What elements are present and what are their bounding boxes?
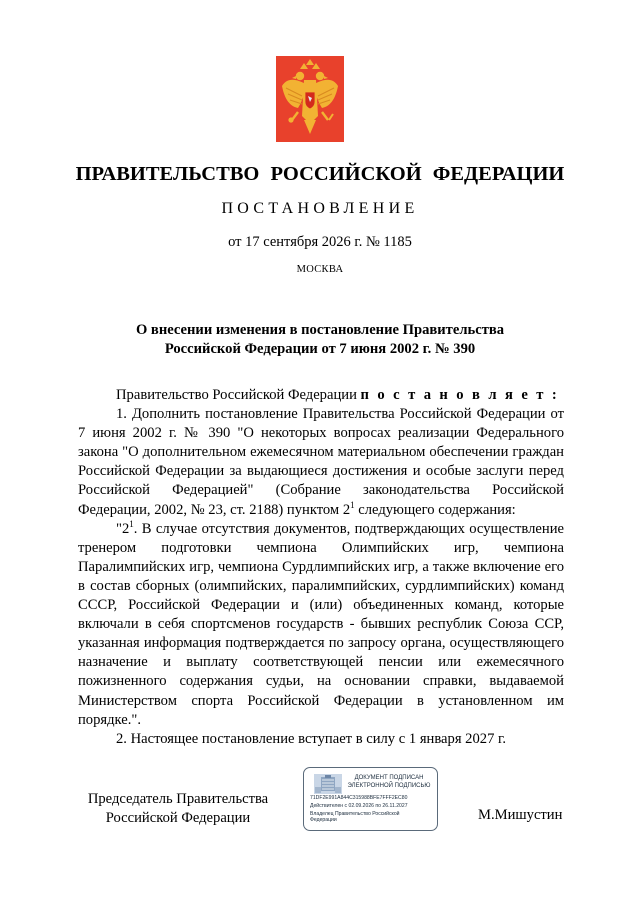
signatory-position bbox=[78, 790, 278, 828]
document-subject bbox=[60, 321, 580, 359]
quote-text: . В случае отсутствия документов, подтверждающих осуществление тренером подготовки чемпиона Олимпийских игр, чемпиона Паралимпийских игр, чемпиона Сурдлимпийских игр, а также включение его в состав сборных (олимпийских, паралимпийских, сурдлимпийских) команд СССР, Российской Федерации и (или) объединенных команд, которые включали в себя спортсменов государств - бывших республик Союза ССР, указанная информация подтверждается по запросу органа, осуществляющего назначение и выплату соответствующей пенсии или ежемесячного пожизненного содержания судьи, на основании справки, выдаваемой Министерством спорта Российской Федерации в установленном им порядке.". bbox=[78, 520, 564, 728]
decree-intro bbox=[78, 386, 564, 405]
coat-of-arms-emblem bbox=[276, 56, 344, 142]
stamp-owner-line-1: Владелец Правительство Российской bbox=[310, 811, 400, 817]
quote-open: "2 bbox=[116, 520, 130, 537]
electronic-signature-stamp bbox=[303, 767, 438, 831]
russian-coat-of-arms-icon bbox=[276, 56, 344, 142]
stamp-validity: Действителен с 02.09.2026 по 26.11.2027 bbox=[310, 803, 408, 809]
subject-line-2: Российской Федерации от 7 июня 2002 г. № 390 bbox=[164, 341, 476, 357]
item-1-superscript: 1 bbox=[350, 499, 355, 510]
item-1 bbox=[78, 405, 564, 520]
stamp-title-line-2: ЭЛЕКТРОННОЙ ПОДПИСЬЮ bbox=[347, 783, 431, 789]
item-1-text-a: 1. Дополнить постановление Правительства Российской Федерации от 7 июня 2002 г. № 390 "О некоторых вопросах реализации Федерального закона "О дополнительном ежемесячном материальном обеспечении граждан Российской Федерации за выдающиеся достижения и особые заслуги перед Российской Федерацией" (Собрание законодательства Российской Федерации, 2002, № 23, ст. 2188) пунктом 2 bbox=[78, 406, 564, 518]
quoted-clause bbox=[78, 520, 564, 730]
item-1-text-b: следующего содержания: bbox=[354, 501, 516, 518]
government-building-icon bbox=[313, 773, 343, 795]
government-title: ПРАВИТЕЛЬСТВО РОССИЙСКОЙ ФЕДЕРАЦИИ bbox=[75, 163, 565, 185]
signatory-name: М.Мишустин bbox=[478, 807, 563, 823]
signatory-position-line-2: Российской Федерации bbox=[105, 810, 251, 826]
signatory-position-line-1: Председатель Правительства bbox=[87, 791, 269, 807]
stamp-certificate: 71DF2E991A844C315988BFE7FFF2EC80 bbox=[310, 795, 408, 801]
decree-verb: п о с т а н о в л я е т : bbox=[360, 387, 560, 403]
item-2: 2. Настоящее постановление вступает в силу с 1 января 2027 г. bbox=[116, 730, 506, 747]
document-city: МОСКВА bbox=[296, 264, 344, 275]
stamp-owner-line-2: Федерации bbox=[310, 817, 337, 823]
subject-line-1: О внесении изменения в постановление Правительства bbox=[135, 322, 505, 338]
document-date-number: от 17 сентября 2026 г. № 1185 bbox=[228, 234, 412, 250]
quote-superscript: 1 bbox=[129, 518, 134, 529]
stamp-title bbox=[344, 774, 434, 790]
stamp-title-line-1: ДОКУМЕНТ ПОДПИСАН bbox=[354, 775, 424, 781]
document-body bbox=[78, 386, 564, 749]
document-type: ПОСТАНОВЛЕНИЕ bbox=[221, 200, 419, 217]
decree-intro-text: Правительство Российской Федерации bbox=[116, 387, 361, 403]
